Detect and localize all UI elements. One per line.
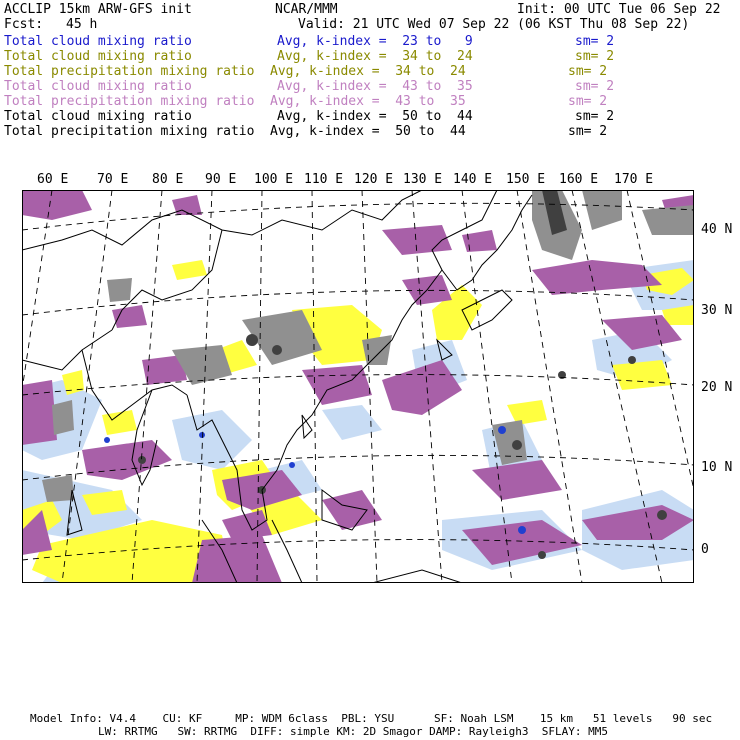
legend-name-1: Total cloud mixing ratio — [4, 34, 192, 49]
lon-label-160e: 160 E — [559, 172, 599, 187]
lat-label-40n: 40 N — [701, 222, 733, 237]
legend-sm-1: sm= 2 — [575, 34, 615, 49]
legend-range-2: Avg, k-index = 34 to 24 — [277, 49, 473, 64]
legend-name-6: Total cloud mixing ratio — [4, 109, 192, 124]
lat-label-0: 0 — [701, 542, 709, 557]
lon-label-140e: 140 E — [453, 172, 493, 187]
model-info-line2: LW: RRTMG SW: RRTMG DIFF: simple KM: 2D Smagor DAMP: Rayleigh3 SFLAY: MM5 — [98, 725, 608, 738]
lon-label-120e: 120 E — [354, 172, 394, 187]
legend-name-2: Total cloud mixing ratio — [4, 49, 192, 64]
lon-label-150e: 150 E — [506, 172, 546, 187]
forecast-label: Fcst: — [4, 17, 44, 32]
legend-sm-3: sm= 2 — [568, 64, 608, 79]
org-label: NCAR/MMM — [275, 2, 338, 17]
lon-label-110e: 110 E — [304, 172, 344, 187]
lon-label-70e: 70 E — [97, 172, 129, 187]
legend-sm-4: sm= 2 — [575, 79, 615, 94]
model-title: ACCLIP 15km ARW-GFS init — [4, 2, 192, 17]
legend-range-7: Avg, k-index = 50 to 44 — [270, 124, 466, 139]
legend-range-4: Avg, k-index = 43 to 35 — [277, 79, 473, 94]
lat-label-30n: 30 N — [701, 303, 733, 318]
lat-label-20n: 20 N — [701, 380, 733, 395]
lon-label-90e: 90 E — [205, 172, 237, 187]
legend-sm-7: sm= 2 — [568, 124, 608, 139]
legend-range-6: Avg, k-index = 50 to 44 — [277, 109, 473, 124]
legend-sm-6: sm= 2 — [575, 109, 615, 124]
legend-range-1: Avg, k-index = 23 to 9 — [277, 34, 473, 49]
lon-label-80e: 80 E — [152, 172, 184, 187]
lon-label-100e: 100 E — [254, 172, 294, 187]
legend-sm-5: sm= 2 — [568, 94, 608, 109]
model-info-line1: Model Info: V4.4 CU: KF MP: WDM 6class PBL: YSU SF: Noah LSM 15 km 51 levels 90 sec — [30, 712, 713, 725]
legend-name-3: Total precipitation mixing ratio — [4, 64, 255, 79]
init-time: Init: 00 UTC Tue 06 Sep 22 — [517, 2, 721, 17]
legend-name-4: Total cloud mixing ratio — [4, 79, 192, 94]
legend-range-3: Avg, k-index = 34 to 24 — [270, 64, 466, 79]
lon-label-170e: 170 E — [614, 172, 654, 187]
forecast-map — [22, 190, 694, 583]
legend-sm-2: sm= 2 — [575, 49, 615, 64]
legend-range-5: Avg, k-index = 43 to 35 — [270, 94, 466, 109]
valid-time: Valid: 21 UTC Wed 07 Sep 22 (06 KST Thu 08 Sep 22) — [298, 17, 690, 32]
lon-label-60e: 60 E — [37, 172, 69, 187]
legend-name-7: Total precipitation mixing ratio — [4, 124, 255, 139]
lat-label-10n: 10 N — [701, 460, 733, 475]
lon-label-130e: 130 E — [403, 172, 443, 187]
forecast-hour: 45 h — [66, 17, 98, 32]
legend-name-5: Total precipitation mixing ratio — [4, 94, 255, 109]
